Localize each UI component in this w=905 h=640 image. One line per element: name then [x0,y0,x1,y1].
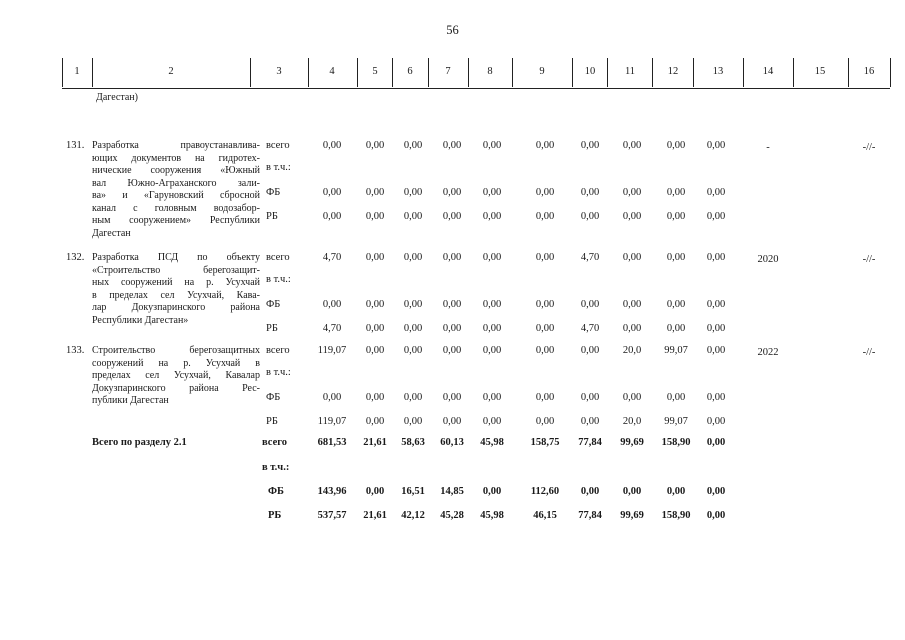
total-cell-value: 14,85 [440,486,464,497]
header-col-3: 3 [276,66,282,77]
cell-value: 0,00 [535,299,555,310]
line-label: ФБ [266,392,281,403]
cell-value: 0,00 [403,345,423,356]
cell-value: 0,00 [403,392,423,403]
cell-value: 0,00 [706,323,726,334]
header-divider [392,58,393,87]
total-cell-value: 16,51 [401,486,425,497]
header-divider [652,58,653,87]
cell-value: 0,00 [622,140,642,151]
cell-value: 20,0 [622,416,642,427]
note-cell: -//- [862,347,876,358]
line-label: всего [266,345,290,356]
total-cell-value: 158,90 [661,510,691,521]
total-cell-value: 0,00 [482,486,502,497]
total-cell-value: 158,90 [661,437,691,448]
line-label: всего [266,252,290,263]
cell-value: 0,00 [403,416,423,427]
total-cell-value: 0,00 [706,437,726,448]
description-line: нические сооружения «Южный [92,165,260,176]
header-divider [743,58,744,87]
line-label: в т.ч.: [266,162,291,173]
total-line-label: в т.ч.: [262,462,290,473]
header-col-13: 13 [712,66,724,77]
description-line: ва» и «Гаруновский сбросной [92,190,260,201]
header-col-6: 6 [407,66,413,77]
cell-value: 0,00 [535,416,555,427]
cell-value: 0,00 [482,140,502,151]
cell-value: 0,00 [482,252,502,263]
cell-value: 0,00 [622,211,642,222]
cell-value: 119,07 [317,416,347,427]
cell-value: 0,00 [666,187,686,198]
cell-value: 0,00 [482,392,502,403]
description-line: Докузпаринского района Рес- [92,382,260,394]
cell-value: 0,00 [322,211,342,222]
cell-value: 0,00 [482,187,502,198]
cell-value: 0,00 [442,416,462,427]
total-cell-value: 681,53 [317,437,347,448]
header-divider [308,58,309,87]
cell-value: 0,00 [535,323,555,334]
cell-value: 0,00 [535,187,555,198]
cell-value: 0,00 [442,187,462,198]
cell-value: 0,00 [442,345,462,356]
cell-value: 0,00 [365,252,385,263]
line-label: всего [266,140,290,151]
cell-value: 0,00 [580,187,600,198]
row-description [92,345,260,408]
cell-value: 0,00 [365,345,385,356]
cell-value: 0,00 [482,345,502,356]
total-cell-value: 0,00 [706,510,726,521]
cell-value: 0,00 [322,392,342,403]
row-description [92,252,260,327]
cell-value: 99,07 [664,345,688,356]
cell-value: 0,00 [535,392,555,403]
cell-value: 0,00 [622,187,642,198]
header-col-14: 14 [762,66,774,77]
cell-value: 0,00 [666,392,686,403]
description-line: Строительство берегозащитных [92,345,260,356]
cell-value: 0,00 [706,187,726,198]
total-cell-value: 0,00 [580,486,600,497]
continuation-text: Дагестан) [96,92,138,103]
cell-value: 0,00 [442,140,462,151]
total-cell-value: 0,00 [666,486,686,497]
total-cell-value: 158,75 [530,437,560,448]
header-divider [92,58,93,87]
cell-value: 0,00 [580,140,600,151]
total-line-label: РБ [268,510,282,521]
description-line: пределах сел Усухчай, Кавалар [92,370,260,381]
cell-value: 0,00 [580,299,600,310]
cell-value: 0,00 [482,416,502,427]
description-line: лар Докузпаринского района [92,302,260,313]
description-line: Разработка правоустанавлива- [92,140,260,151]
header-col-8: 8 [487,66,493,77]
cell-value: 0,00 [535,252,555,263]
cell-value: 0,00 [666,211,686,222]
total-cell-value: 0,00 [365,486,385,497]
total-cell-value: 46,15 [533,510,557,521]
cell-value: 0,00 [706,416,726,427]
cell-value: 0,00 [403,252,423,263]
total-cell-value: 42,12 [401,510,425,521]
cell-value: 0,00 [365,211,385,222]
cell-value: 0,00 [706,345,726,356]
cell-value: 0,00 [535,345,555,356]
description-line: Разработка ПСД по объекту [92,252,260,263]
description-line: в пределах сел Усухчай, Кава- [92,289,260,301]
total-cell-value: 45,98 [480,510,504,521]
header-divider [512,58,513,87]
cell-value: 0,00 [403,140,423,151]
total-cell-value: 537,57 [317,510,347,521]
total-label: Всего по разделу 2.1 [92,437,187,448]
cell-value: 0,00 [365,392,385,403]
total-cell-value: 0,00 [622,486,642,497]
page-number: 56 [446,23,459,37]
total-line-label: всего [262,437,288,448]
header-divider [693,58,694,87]
cell-value: 0,00 [322,187,342,198]
header-divider [357,58,358,87]
cell-value: 0,00 [365,299,385,310]
cell-value: 0,00 [322,299,342,310]
total-cell-value: 77,84 [578,437,602,448]
cell-value: 0,00 [622,299,642,310]
cell-value: 0,00 [442,392,462,403]
total-cell-value: 99,69 [620,437,644,448]
note-cell: -//- [862,254,876,265]
cell-value: 20,0 [622,345,642,356]
total-cell-value: 45,98 [480,437,504,448]
cell-value: 0,00 [365,416,385,427]
cell-value: 0,00 [706,299,726,310]
line-label: РБ [266,416,278,427]
cell-value: 0,00 [322,140,342,151]
total-cell-value: 58,63 [401,437,425,448]
cell-value: 4,70 [322,252,342,263]
description-line: «Строительство берегозащит- [92,264,260,276]
cell-value: 0,00 [706,140,726,151]
line-label: РБ [266,211,278,222]
line-label: ФБ [266,299,281,310]
row-description [92,140,260,240]
cell-value: 4,70 [322,323,342,334]
header-col-15: 15 [814,66,826,77]
cell-value: 4,70 [580,252,600,263]
header-divider [848,58,849,87]
cell-value: 0,00 [365,323,385,334]
row-number: 131. [66,140,85,151]
row-number: 133. [66,345,85,356]
header-divider [607,58,608,87]
cell-value: 0,00 [403,299,423,310]
cell-value: 99,07 [664,416,688,427]
cell-value: 0,00 [535,140,555,151]
line-label: в т.ч.: [266,274,291,285]
cell-value: 0,00 [403,323,423,334]
year-cell: 2022 [757,347,779,358]
cell-value: 0,00 [580,345,600,356]
header-divider [468,58,469,87]
row-number: 132. [66,252,85,263]
cell-value: 0,00 [622,252,642,263]
year-cell: 2020 [757,254,779,265]
total-cell-value: 45,28 [440,510,464,521]
cell-value: 0,00 [482,299,502,310]
header-divider [890,58,891,87]
total-cell-value: 77,84 [578,510,602,521]
description-line: ных сооружений на р. Усухчай [92,277,260,288]
header-divider [250,58,251,87]
cell-value: 0,00 [706,211,726,222]
header-col-16: 16 [863,66,875,77]
header-divider [428,58,429,87]
header-col-5: 5 [372,66,378,77]
cell-value: 0,00 [622,392,642,403]
header-col-2: 2 [168,66,174,77]
cell-value: 0,00 [482,323,502,334]
header-col-4: 4 [329,66,335,77]
cell-value: 0,00 [403,187,423,198]
cell-value: 0,00 [580,392,600,403]
header-col-11: 11 [624,66,636,77]
cell-value: 0,00 [580,211,600,222]
description-line: канал с головным водозабор- [92,202,260,214]
header-col-9: 9 [539,66,545,77]
cell-value: 0,00 [706,392,726,403]
header-col-1: 1 [74,66,80,77]
header-col-7: 7 [445,66,451,77]
header-col-10: 10 [584,66,596,77]
description-line: вал Южно-Аграханского зали- [92,177,260,189]
cell-value: 0,00 [666,323,686,334]
cell-value: 0,00 [442,323,462,334]
cell-value: 0,00 [403,211,423,222]
cell-value: 0,00 [442,299,462,310]
description-line: сооружений на р. Усухчай в [92,357,260,369]
cell-value: 0,00 [365,140,385,151]
line-label: РБ [266,323,278,334]
total-cell-value: 99,69 [620,510,644,521]
cell-value: 119,07 [317,345,347,356]
description-line: ющих документов на гидротех- [92,152,260,164]
total-cell-value: 60,13 [440,437,464,448]
cell-value: 4,70 [580,323,600,334]
cell-value: 0,00 [442,211,462,222]
cell-value: 0,00 [580,416,600,427]
total-line-label: ФБ [268,486,284,497]
cell-value: 0,00 [666,299,686,310]
cell-value: 0,00 [622,323,642,334]
total-cell-value: 143,96 [317,486,347,497]
note-cell: -//- [862,142,876,153]
cell-value: 0,00 [535,211,555,222]
cell-value: 0,00 [442,252,462,263]
header-col-12: 12 [667,66,679,77]
description-line: публики Дагестан [92,395,169,406]
cell-value: 0,00 [365,187,385,198]
header-divider [572,58,573,87]
cell-value: 0,00 [666,140,686,151]
total-cell-value: 0,00 [706,486,726,497]
description-line: Республики Дагестан» [92,314,189,326]
cell-value: 0,00 [706,252,726,263]
cell-value: 0,00 [666,252,686,263]
year-cell: - [766,142,770,153]
total-cell-value: 112,60 [530,486,560,497]
total-cell-value: 21,61 [363,437,387,448]
description-line: Дагестан [92,227,131,239]
description-line: ным сооружением» Республики [92,215,260,226]
line-label: ФБ [266,187,281,198]
total-cell-value: 21,61 [363,510,387,521]
cell-value: 0,00 [482,211,502,222]
header-divider [793,58,794,87]
line-label: в т.ч.: [266,367,291,378]
